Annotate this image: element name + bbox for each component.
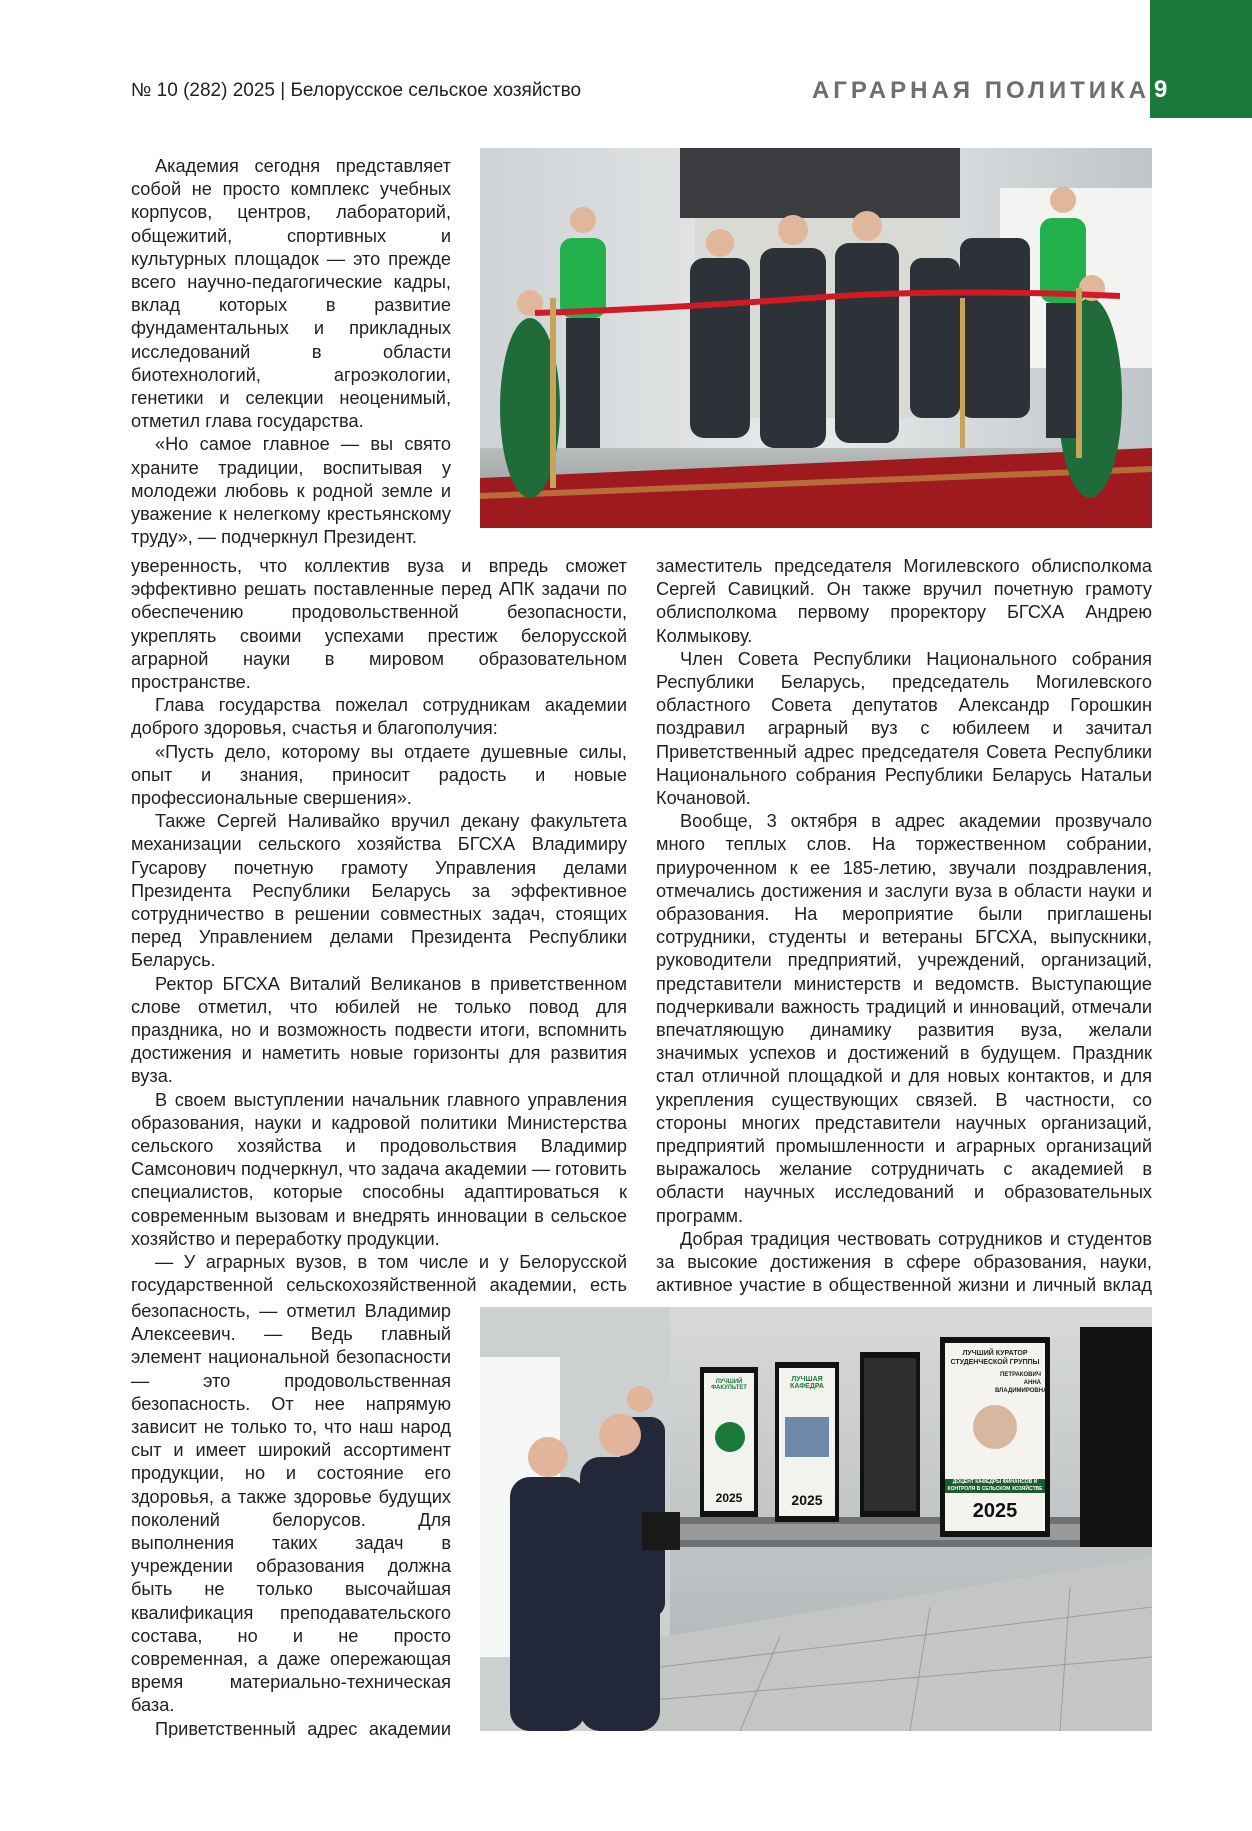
issue-info: № 10 (282) 2025 | Белорусское сельское хозяйство xyxy=(131,80,582,101)
text-block-left-middle xyxy=(131,555,627,1297)
text-block-left-bottom xyxy=(131,1300,451,1738)
paragraph: Глава государства пожелал сотрудникам академии доброго здоровья, счастья и благополучия: xyxy=(131,695,627,739)
paragraph: — У аграрных вузов, в том числе и у Белорусской государственной сельскохозяйственной академии, есть xyxy=(131,1252,627,1296)
poster-best-department: ЛУЧШАЯ КАФЕДРА 2025 xyxy=(790,1376,824,1508)
text-block-left-top xyxy=(131,155,451,550)
paragraph: Академия сегодня представляет собой не просто комплекс учебных корпусов, центров, лабораторий, общежитий, спортивных и культурных площадок — это прежде всего научно-педагогические кадры, вклад которых в развитие фундаментальных и прикладных исследований в области биотехнологий, агроэкологии, генетики и селекции неоценимый, отметил глава государства. xyxy=(131,156,451,432)
paragraph: В своем выступлении начальник главного управления образования, науки и кадровой политики Министерства сельского хозяйства и продовольствия Владимир Самсонович подчеркнул, что задача академии — готовить специалистов, которые способны адаптироваться к современным вызовам и внедрять инновации в сельское хозяйство и переработку продукции. xyxy=(131,1089,627,1249)
paragraph: безопасность, — отметил Владимир Алексеевич. — Ведь главный элемент национальной безопасности — это продовольственная безопасность. От нее напрямую зависит не только то, что наш народ сыт и имеет широкий ассортимент продукции, но и состояние его здоровья, а также здоровье будущих поколений белорусов. Для выполнения таких задач в учреждении образования должна быть не только высочайшая квалификация преподавательского состава, но и не просто современная, а даже опережающая время материально-техническая база. xyxy=(131,1301,451,1716)
exhibition-photo xyxy=(480,1307,1152,1731)
paragraph: Добрая традиция чествовать сотрудников и студентов за высокие достижения в сфере образования, науки, активное участие в общественной жизни и личный вклад xyxy=(656,1228,1152,1296)
paragraph: Приветственный адрес академии xyxy=(155,1718,451,1738)
poster-best-curator: ЛУЧШИЙ КУРАТОР СТУДЕНЧЕСКОЙ ГРУППЫ ПЕТРАКОВИЧ АННА ВЛАДИМИРОВНА ДОЦЕНТ КАФЕДРЫ ФИНАНСОВ И КОНТРОЛЯ В СЕЛЬСКОМ ХОЗЯЙСТВЕ 2025 xyxy=(945,1343,1045,1531)
paragraph: уверенность, что коллектив вуза и впредь сможет эффективно решать поставленные перед АПК задачи по обеспечению продовольственной безопасности, укреплять своими успехами престиж белорусской аграрной науки в мировом образовательном пространстве. xyxy=(131,556,627,693)
paragraph: «Пусть дело, которому вы отдаете душевные силы, опыт и знания, приносит радость и новые профессиональные свершения». xyxy=(131,741,627,809)
paragraph: Ректор БГСХА Виталий Великанов в приветственном слове отметил, что юбилей не только повод для праздника, но и возможность подвести итоги, вспомнить достижения и наметить новые горизонты для развития вуза. xyxy=(131,973,627,1087)
page-number: 9 xyxy=(1154,76,1168,103)
text-block-right xyxy=(656,555,1152,1300)
paragraph: Также Сергей Наливайко вручил декану факультета механизации сельского хозяйства БГСХА Владимиру Гусарову почетную грамоту Управления делами Президента Республики Беларусь за эффективное сотрудничество в решении совместных задач, стоящих перед Управлением делами Президента Республики Беларусь. xyxy=(131,811,627,971)
poster-best-faculty: ЛУЧШИЙ ФАКУЛЬТЕТ 2025 xyxy=(711,1379,747,1505)
paragraph xyxy=(131,549,451,550)
paragraph: Член Совета Республики Национального собрания Республики Беларусь, председатель Могилевского областного Совета депутатов Александр Горошкин поздравил аграрный вуз с юбилеем и зачитал Приветственный адрес председателя Совета Республики Национального собрания Республики Беларусь Натальи Кочановой. xyxy=(656,648,1152,809)
ribbon-cutting-photo xyxy=(480,148,1152,528)
paragraph: заместитель председателя Могилевского облисполкома Сергей Савицкий. Он также вручил почетную грамоту облисполкома первому проректору БГСХА Андрею Колмыкову. xyxy=(656,556,1152,646)
section-title: АГРАРНАЯ ПОЛИТИКА xyxy=(811,77,1150,104)
paragraph: Вообще, 3 октября в адрес академии прозвучало много теплых слов. На торжественном собрании, приуроченном к ее 185-летию, звучали поздравления, отмечались достижения и заслуги вуза в области науки и образования. На мероприятие были приглашены сотрудники, студенты и ветераны БГСХА, выпускники, руководители предприятий, учреждений, организаций, представители министерств и ведомств. Выступающие подчеркивали важность традиций и инноваций, отмечали впечатляющую динамику развития вуза, желали значимых успехов и достижений в будущем. Праздник стал отличной площадкой и для новых контактов, и для укрепления существующих связей. В частности, со стороны многих представители научных организаций, предприятий промышленности и аграрных организаций выражалось желание сотрудничать с академией в области научных исследований и образовательных программ. xyxy=(656,811,1152,1226)
paragraph: «Но самое главное — вы свято храните традиции, воспитывая у молодежи любовь к родной земле и уважение к нелегкому крестьянскому труду», — подчеркнул Президент. xyxy=(131,434,451,548)
